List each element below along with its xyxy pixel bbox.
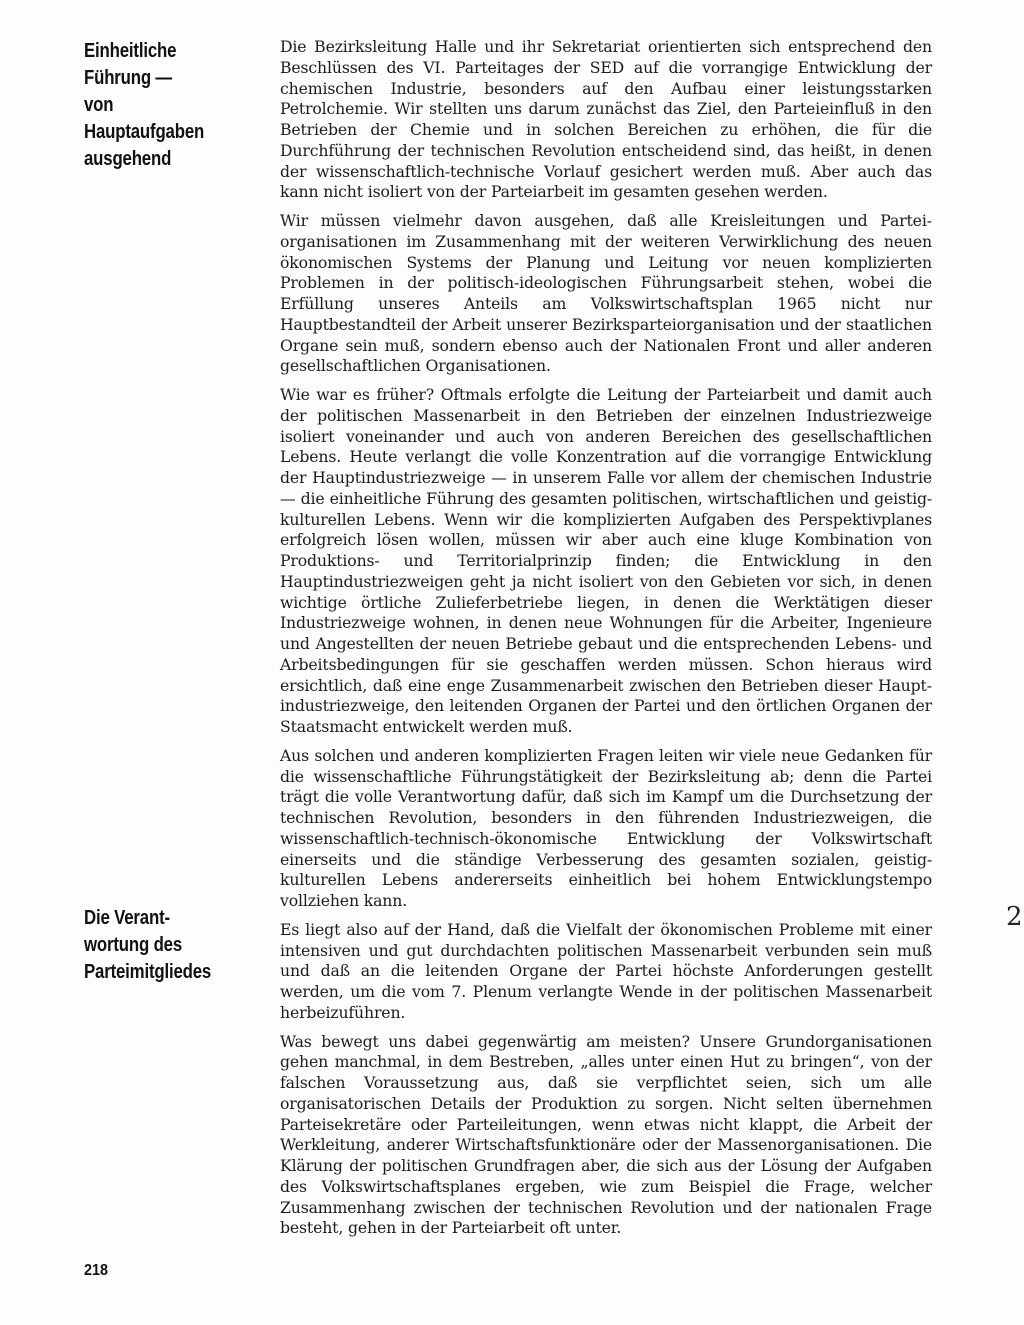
side-heading-line: Hauptaufgaben: [84, 121, 205, 143]
paragraph: Die Bezirksleitung Halle und ihr Sekretariat orientierten sich entsprechend den Beschlüssen des VI. Parteitages der SED auf die vorrangige Entwicklung der chemischen Industrie, besonders auf den Aufbau einer leistungsstarken Petrolchemie. Wir stellten uns darum zunächst das Ziel, den Parteieinfluß in den Betrieben der Chemie und in solchen Bereichen zu erhöhen, die für die Durchführung der technischen Revolution entscheidend sind, das heißt, in denen der wissenschaftlich-technische Vorlauf gesichert werden muß. Aber auch das kann nicht isoliert von der Parteiarbeit im gesamten gesehen werden.: [280, 37, 932, 202]
side-heading-line: Einheitliche: [84, 40, 177, 62]
side-heading-line: von: [84, 94, 114, 116]
side-heading-unified-leadership: [84, 38, 227, 173]
paragraph: Wie war es früher? Oftmals erfolgte die Leitung der Parteiarbeit und damit auch der politischen Massenarbeit in den Betrieben der einzelnen Industriezweige isoliert voneinander und auch von anderen Bereichen des gesellschaftlichen Lebens. Heute verlangt die volle Konzentration auf die vorrangige Entwicklung der Hauptindustriezweige — in unserem Falle vor allem der chemischen Industrie — die einheitliche Führung des gesamten politischen, wirtschaftlichen und geistig-kulturellen Lebens. Wenn wir die komplizierten Aufgaben des Perspektivplanes erfolgreich lösen wollen, müssen wir aber auch eine kluge Kombination von Produktions- und Territorialprinzip finden; die Entwicklung in den Hauptindustriezweigen geht ja nicht isoliert von den Gebieten vor sich, in denen wichtige örtliche Zulieferbetriebe liegen, in denen die Werktätigen dieser Industriezweige wohnen, in denen neue Wohnungen für die Arbeiter, Ingenieure und Angestellten der neuen Betriebe gebaut und die entsprechenden Lebens- und Arbeitsbedingungen für sie geschaffen werden müssen. Schon hieraus wird ersichtlich, daß eine enge Zusammenarbeit zwischen den Betrieben dieser Hauptindustriezweige, den leitenden Organen der Partei und den örtlichen Organen der Staatsmacht entwickelt werden muß.: [280, 385, 932, 736]
margin-marker: 2: [1006, 902, 1023, 932]
paragraph: Was bewegt uns dabei gegenwärtig am meisten? Unsere Grundorganisationen gehen manchmal, in dem Bestreben, „alles unter einen Hut zu bringen“, von der falschen Voraussetzung aus, daß sie verpflichtet seien, sich um alle organisatorischen Details der Produktion zu sorgen. Nicht selten übernehmen Parteisekretäre oder Parteileitungen, wenn etwas nicht klappt, die Arbeit der Werkleitung, anderer Wirtschaftsfunktionäre oder der Massenorganisationen. Die Klärung der politischen Grundfragen aber, die sich aus der Lösung der Aufgaben des Volkswirtschaftsplanes ergeben, wie zum Beispiel die Frage, welcher Zusammenhang zwischen der technischen Revolution und der nationalen Frage besteht, gehen in der Parteiarbeit oft unter.: [280, 1031, 932, 1238]
page-number: 218: [84, 1262, 109, 1279]
main-text-column: [280, 37, 932, 1247]
side-heading-line: ausgehend: [84, 148, 172, 170]
paragraph: Es liegt also auf der Hand, daß die Vielfalt der ökonomischen Probleme mit einer intensiven und gut durchdachten politischen Massenarbeit verbunden sein muß und daß an die leitenden Organe der Partei höchste Anforderungen gestellt werden, um die vom 7. Plenum verlangte Wende in der politischen Massenarbeit herbeizuführen.: [280, 919, 932, 1022]
paragraph: Wir müssen vielmehr davon ausgehen, daß alle Kreisleitungen und Parteiorganisationen im Zusammenhang mit der weiteren Verwirklichung des neuen ökonomischen Systems der Planung und Leitung vor neuen komplizierten Problemen in der politisch-ideologischen Führungsarbeit stehen, wobei die Erfüllung unseres Anteils am Volkswirtschaftsplan 1965 nicht nur Hauptbestandteil der Arbeit unserer Bezirksparteiorganisation und der staatlichen Organe sein muß, sondern ebenso auch der Nationalen Front und aller anderen gesellschaftlichen Organisationen.: [280, 211, 932, 376]
side-heading-line: wortung des: [84, 934, 183, 956]
side-heading-line: Die Verant-: [84, 907, 170, 929]
side-heading-line: Parteimitgliedes: [84, 961, 212, 983]
paragraph: Aus solchen und anderen komplizierten Fragen leiten wir viele neue Gedanken für die wissenschaftliche Führungstätigkeit der Bezirksleitung ab; denn die Partei trägt die volle Verantwortung dafür, daß sich im Kampf um die Durchsetzung der technischen Revolution, besonders in den führenden Industriezweigen, die wissenschaftlich-technisch-ökonomische Entwicklung der Volkswirtschaft einerseits und die ständige Verbesserung des gesamten sozialen, geistig-kulturellen Lebens andererseits einheitlich bei hohem Entwicklungstempo vollziehen kann.: [280, 745, 932, 910]
side-heading-member-responsibility: [84, 905, 227, 986]
side-heading-line: Führung —: [84, 67, 173, 89]
